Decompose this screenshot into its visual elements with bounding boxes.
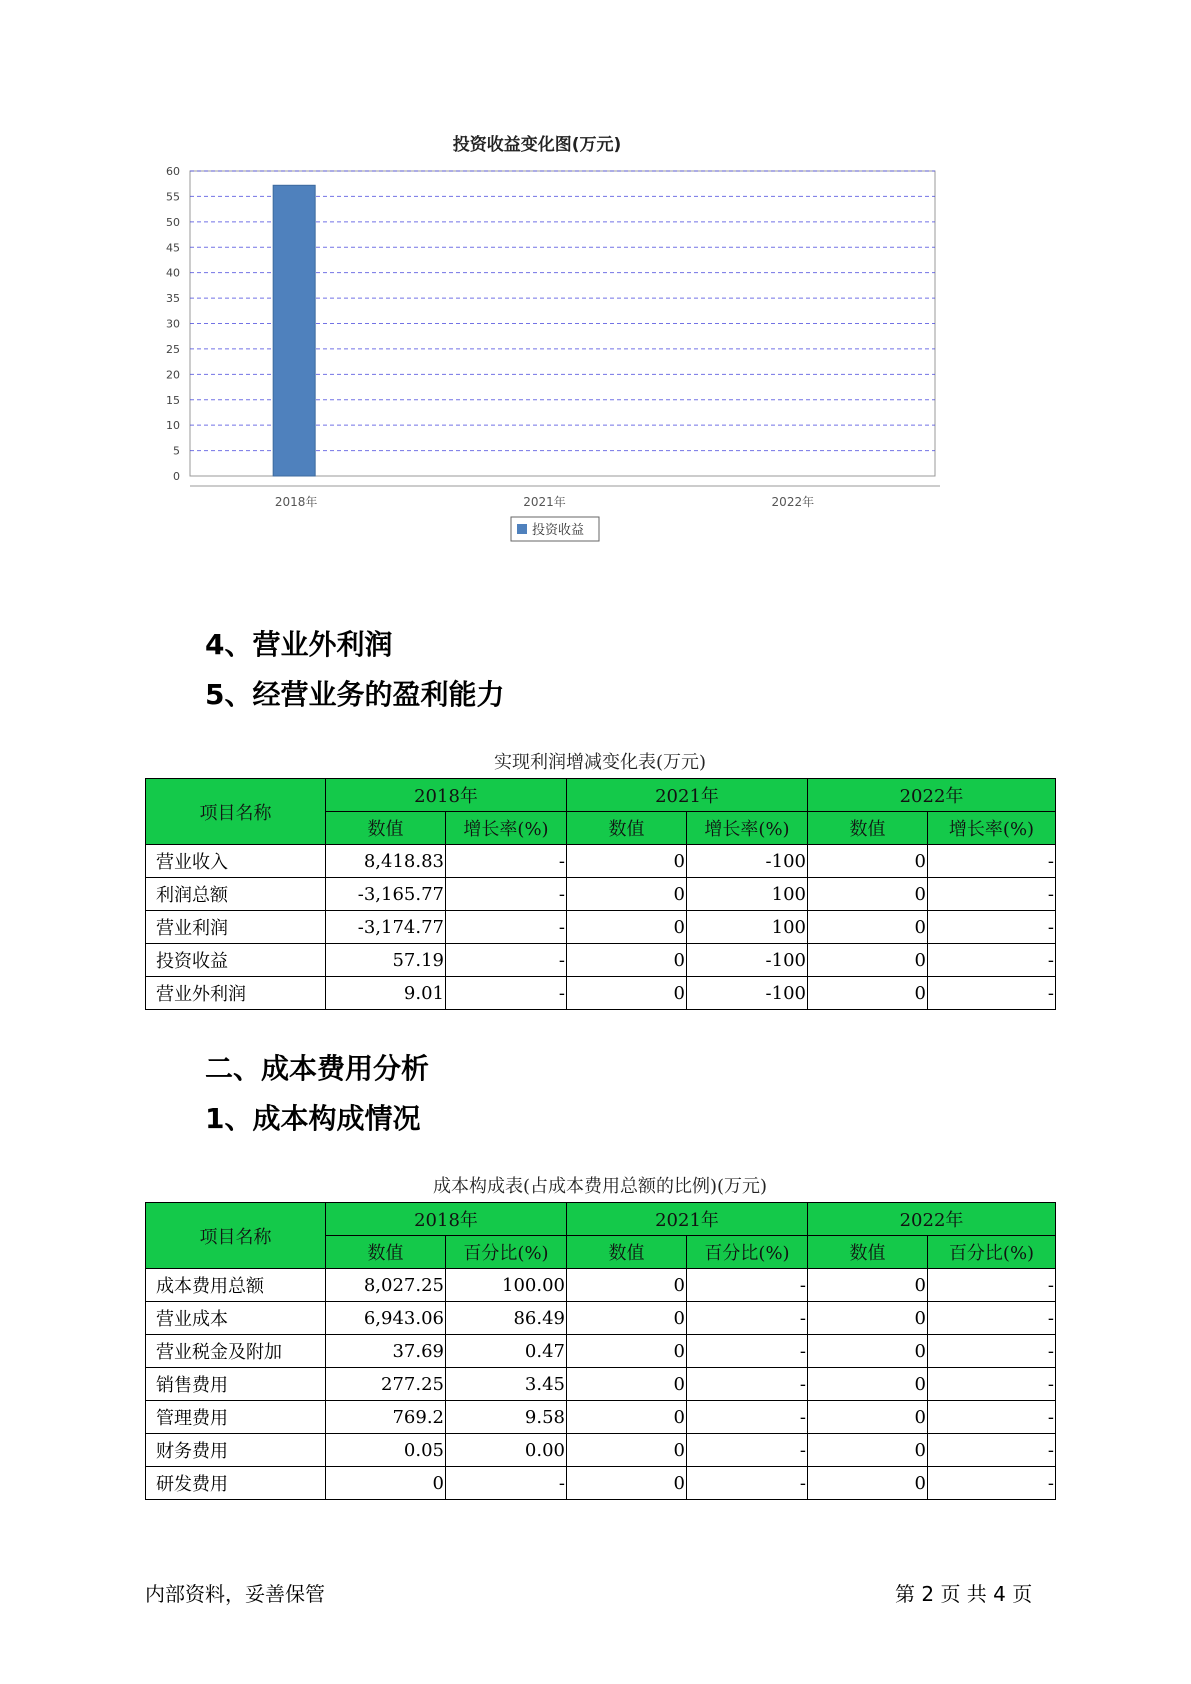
table-cell: - [928, 1302, 1056, 1335]
row-label: 销售费用 [146, 1368, 326, 1401]
table-cell: 0 [808, 1269, 928, 1302]
profit-change-table [145, 778, 1056, 1010]
percent-header: 百分比(%) [446, 1236, 567, 1269]
table-row [146, 1302, 1056, 1335]
table-row [146, 1401, 1056, 1434]
percent-header: 百分比(%) [928, 1236, 1056, 1269]
table-cell: - [446, 845, 567, 878]
bar [273, 185, 315, 476]
table-cell: 8,027.25 [326, 1269, 446, 1302]
table-row [146, 911, 1056, 944]
table-cell: 0 [567, 1302, 687, 1335]
value-header: 数值 [326, 1236, 446, 1269]
table-cell: -3,174.77 [326, 911, 446, 944]
y-tick-label: 10 [166, 419, 180, 433]
table-row [146, 1269, 1056, 1302]
year-header: 2021年 [567, 1203, 808, 1236]
table-cell: 769.2 [326, 1401, 446, 1434]
value-header: 数值 [326, 812, 446, 845]
chart-svg [140, 130, 1020, 600]
table-row [146, 845, 1056, 878]
investment-income-chart [140, 130, 1020, 600]
table-row [146, 1434, 1056, 1467]
y-tick-label: 35 [166, 292, 180, 306]
table-cell: - [687, 1368, 808, 1401]
y-tick-label: 40 [166, 266, 180, 280]
y-tick-label: 0 [173, 470, 180, 483]
table-cell: 9.01 [326, 977, 446, 1010]
table-cell: - [928, 944, 1056, 977]
table-cell: - [446, 1467, 567, 1500]
table-cell: - [928, 1467, 1056, 1500]
table-row [146, 878, 1056, 911]
table-cell: 0 [808, 911, 928, 944]
row-label: 营业外利润 [146, 977, 326, 1010]
x-tick-label: 2021年 [523, 495, 566, 509]
table-row [146, 1335, 1056, 1368]
table-cell: 0 [567, 845, 687, 878]
table-cell: -100 [687, 977, 808, 1010]
table-cell: 0 [808, 1335, 928, 1368]
table-cell: - [928, 878, 1056, 911]
row-label: 研发费用 [146, 1467, 326, 1500]
table-cell: 0 [808, 1434, 928, 1467]
row-label: 利润总额 [146, 878, 326, 911]
row-label: 管理费用 [146, 1401, 326, 1434]
y-tick-label: 60 [166, 165, 180, 178]
cost-table-caption: 成本构成表(占成本费用总额的比例)(万元) [432, 1176, 768, 1197]
row-label: 财务费用 [146, 1434, 326, 1467]
legend-label: 投资收益 [532, 523, 585, 538]
year-header: 2018年 [326, 779, 567, 812]
y-tick-label: 55 [166, 190, 180, 204]
table-cell: 100 [687, 911, 808, 944]
growth-rate-header: 增长率(%) [446, 812, 567, 845]
table-cell: - [687, 1335, 808, 1368]
table-cell: - [928, 1368, 1056, 1401]
table-cell: 0 [567, 1401, 687, 1434]
value-header: 数值 [808, 812, 928, 845]
table-cell: 3.45 [446, 1368, 567, 1401]
y-tick-label: 25 [166, 342, 180, 356]
x-tick-label: 2022年 [771, 495, 815, 509]
table-cell: - [687, 1269, 808, 1302]
table-cell: 0 [567, 911, 687, 944]
value-header: 数值 [567, 1236, 687, 1269]
table-cell: - [928, 845, 1056, 878]
section-heading-cost-analysis: 二、成本费用分析 [205, 1052, 430, 1085]
year-header: 2022年 [808, 779, 1056, 812]
section-heading-non-operating-profit: 4、营业外利润 [205, 628, 393, 661]
table-cell: 100.00 [446, 1269, 567, 1302]
table-cell: 57.19 [326, 944, 446, 977]
table-cell: 0 [326, 1467, 446, 1500]
table-cell: - [687, 1467, 808, 1500]
table-row [146, 1368, 1056, 1401]
chart-title: 投资收益变化图(万元) [452, 135, 622, 155]
table-cell: 0 [567, 977, 687, 1010]
table-cell: 0 [808, 845, 928, 878]
growth-rate-header: 增长率(%) [687, 812, 808, 845]
table-cell: - [928, 1434, 1056, 1467]
table-cell: - [928, 977, 1056, 1010]
table-cell: 8,418.83 [326, 845, 446, 878]
table-cell: 0 [567, 1335, 687, 1368]
year-header: 2021年 [567, 779, 808, 812]
year-header: 2018年 [326, 1203, 567, 1236]
table-cell: 277.25 [326, 1368, 446, 1401]
table-cell: -100 [687, 845, 808, 878]
row-label: 成本费用总额 [146, 1269, 326, 1302]
value-header: 数值 [808, 1236, 928, 1269]
row-label: 营业利润 [146, 911, 326, 944]
table-cell: 0 [567, 1368, 687, 1401]
x-tick-label: 2018年 [274, 495, 318, 509]
row-label: 投资收益 [146, 944, 326, 977]
profit-table-caption: 实现利润增减变化表(万元) [493, 752, 707, 773]
table-cell: 0 [567, 878, 687, 911]
row-label: 营业税金及附加 [146, 1335, 326, 1368]
table-cell: 100 [687, 878, 808, 911]
table-cell: 37.69 [326, 1335, 446, 1368]
y-tick-label: 45 [166, 241, 180, 255]
cost-composition-table [145, 1202, 1056, 1500]
table-cell: - [446, 911, 567, 944]
table-cell: 9.58 [446, 1401, 567, 1434]
table-cell: - [928, 1401, 1056, 1434]
table-cell: 0 [567, 944, 687, 977]
table-cell: 0 [808, 1467, 928, 1500]
table-cell: 0 [808, 878, 928, 911]
table-cell: - [928, 911, 1056, 944]
y-tick-label: 15 [166, 393, 180, 407]
table-cell: 0 [567, 1434, 687, 1467]
growth-rate-header: 增长率(%) [928, 812, 1056, 845]
value-header: 数值 [567, 812, 687, 845]
table-cell: -100 [687, 944, 808, 977]
table-cell: - [446, 944, 567, 977]
item-name-header: 项目名称 [146, 779, 326, 845]
table-cell: 86.49 [446, 1302, 567, 1335]
table-row [146, 1467, 1056, 1500]
table-cell: - [928, 1269, 1056, 1302]
table-row [146, 977, 1056, 1010]
row-label: 营业收入 [146, 845, 326, 878]
table-cell: 0 [808, 1401, 928, 1434]
row-label: 营业成本 [146, 1302, 326, 1335]
footer-page-number: 第 2 页 共 4 页 [895, 1582, 1033, 1606]
table-cell: 0 [808, 977, 928, 1010]
y-tick-label: 30 [166, 317, 180, 331]
table-cell: 6,943.06 [326, 1302, 446, 1335]
table-cell: - [687, 1434, 808, 1467]
table-row [146, 944, 1056, 977]
table-cell: 0.00 [446, 1434, 567, 1467]
table-cell: - [446, 878, 567, 911]
table-cell: 0 [567, 1269, 687, 1302]
table-cell: - [687, 1302, 808, 1335]
footer-confidential-note: 内部资料，妥善保管 [145, 1582, 325, 1606]
table-cell: - [446, 977, 567, 1010]
y-tick-label: 50 [166, 215, 180, 229]
table-cell: 0 [808, 944, 928, 977]
table-cell: 0 [567, 1467, 687, 1500]
item-name-header: 项目名称 [146, 1203, 326, 1269]
table-cell: 0 [808, 1302, 928, 1335]
section-heading-profitability: 5、经营业务的盈利能力 [205, 678, 505, 711]
section-heading-cost-composition: 1、成本构成情况 [205, 1102, 421, 1135]
percent-header: 百分比(%) [687, 1236, 808, 1269]
legend-swatch [517, 524, 527, 534]
table-cell: 0.05 [326, 1434, 446, 1467]
table-cell: 0.47 [446, 1335, 567, 1368]
table-cell: -3,165.77 [326, 878, 446, 911]
table-cell: 0 [808, 1368, 928, 1401]
year-header: 2022年 [808, 1203, 1056, 1236]
table-cell: - [928, 1335, 1056, 1368]
y-tick-label: 20 [166, 368, 180, 382]
table-cell: - [687, 1401, 808, 1434]
y-tick-label: 5 [173, 444, 180, 458]
